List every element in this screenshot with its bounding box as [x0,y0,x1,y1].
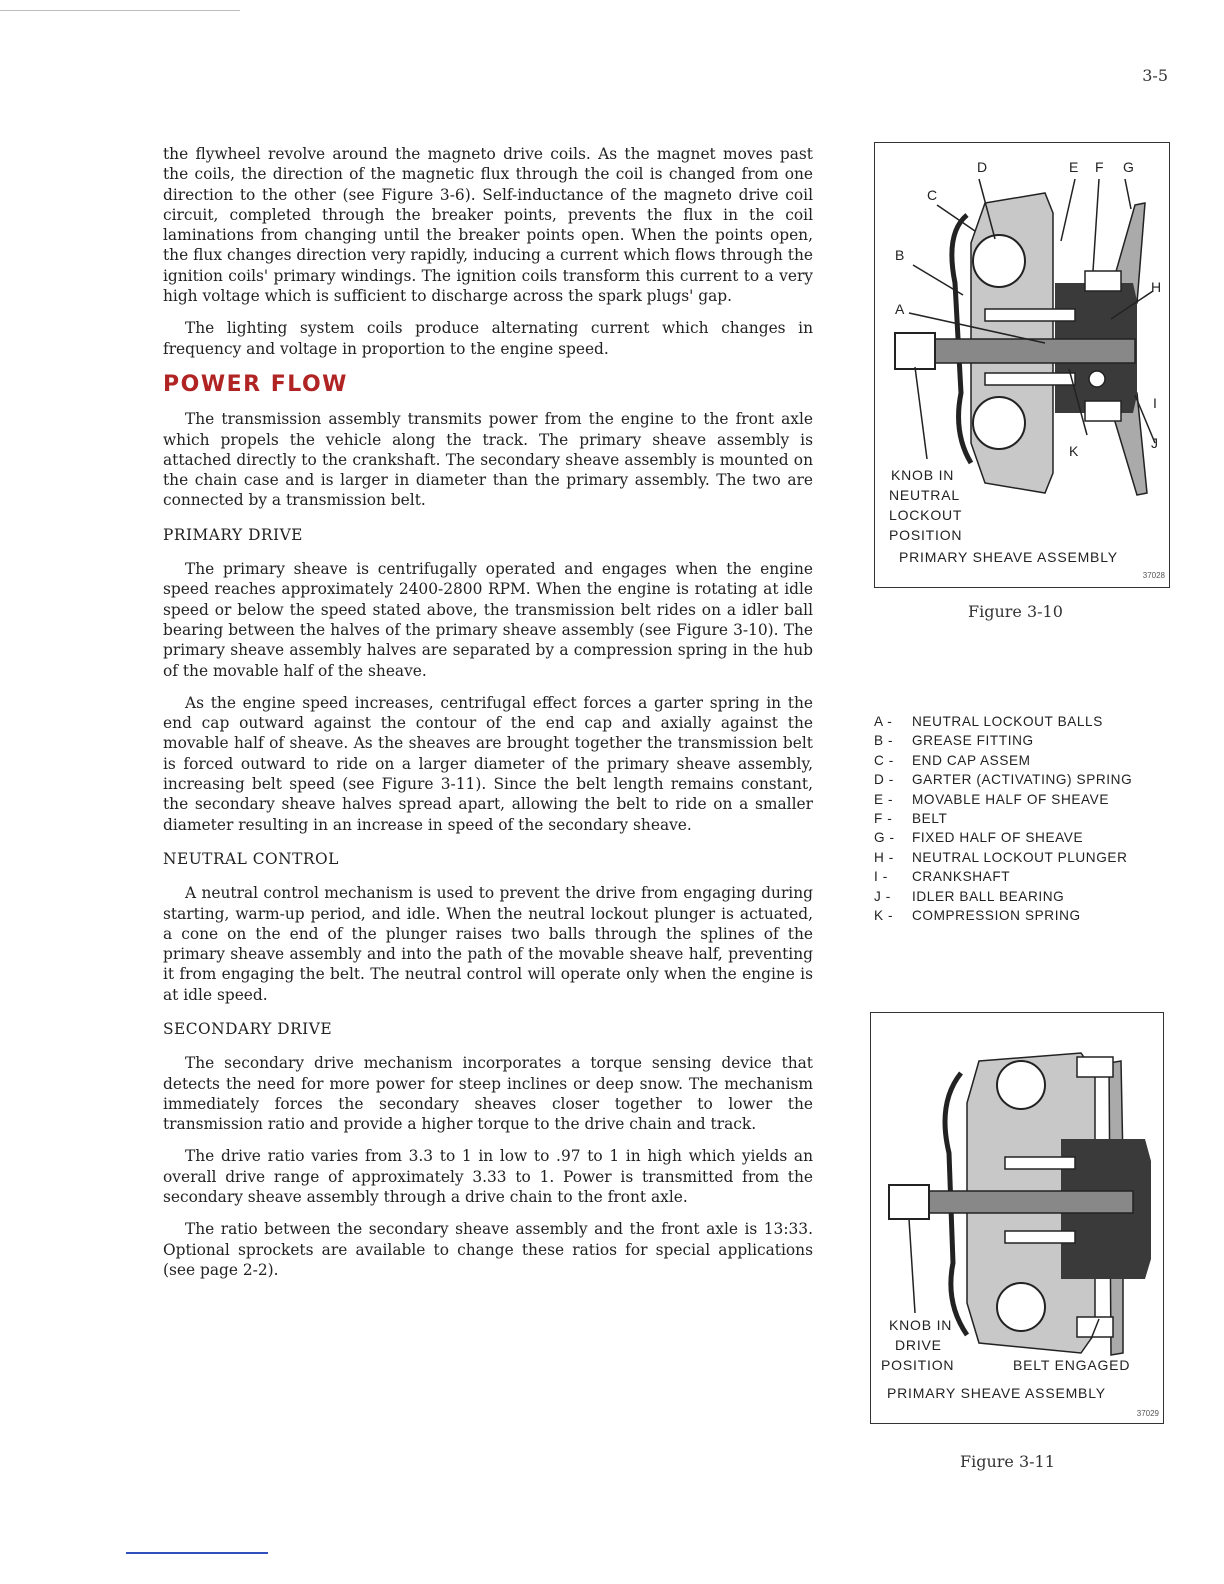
legend-key: J - [874,888,891,904]
paragraph: The lighting system coils produce alternating current which changes in frequency and voltage in proportion to the engine speed. [163,319,813,358]
legend-item [874,790,1174,809]
legend-text: NEUTRAL LOCKOUT PLUNGER [912,849,1128,865]
knob-label: DRIVE [895,1337,942,1353]
legend-key: C - [874,752,894,768]
knob-label: LOCKOUT [889,507,963,523]
label-e: E [1069,159,1080,175]
legend-key: K - [874,908,894,924]
legend-key: H - [874,849,894,865]
legend-item [874,731,1174,750]
legend-item [874,867,1174,886]
knob-label: KNOB IN [891,467,955,483]
figure-tag: 37028 [1142,571,1165,580]
legend-key: G - [874,830,895,846]
legend-key: B - [874,733,894,749]
legend-key: D - [874,772,894,788]
knob-label: NEUTRAL [889,487,960,503]
figure-3-11 [870,1012,1164,1424]
label-b: B [895,247,906,263]
legend-item [874,770,1174,789]
figure-caption: Figure 3-11 [960,1452,1055,1471]
label-c: C [927,187,938,203]
paragraph: The primary sheave is centrifugally operated and engages when the engine speed reaches approximately 2400-2800 RPM. When the engine is rotating at idle speed or below the speed stated above, the transmission belt rides on a idler ball bearing between the halves of the primary sheave assembly (see Figure 3-10). The primary sheave assembly halves are separated by a compression spring in the hub of the movable half of the sheave. [163,560,813,680]
page-number: 3-5 [1142,66,1168,85]
legend-item [874,887,1174,906]
legend-item [874,906,1174,925]
figure-3-10 [874,142,1170,588]
legend-text: IDLER BALL BEARING [912,888,1065,904]
label-f: F [1095,159,1105,175]
belt-label: BELT ENGAGED [1013,1357,1131,1373]
section-heading-power-flow: POWER FLOW [163,371,348,397]
paragraph: The secondary drive mechanism incorporates a torque sensing device that detects the need for more power for steep inclines or deep snow. The mechanism immediately forces the secondary sheaves closer together to lower the transmission ratio and provide a higher torque to the drive chain and track. [163,1054,813,1134]
legend-text: GREASE FITTING [912,733,1034,749]
paragraph: A neutral control mechanism is used to prevent the drive from engaging during starting, warm-up period, and idle. When the neutral lockout plunger is actuated, a cone on the end of the plunger raises two balls through the splines of the primary sheave assembly and into the path of the movable sheave half, preventing it from engaging the belt. The neutral control will operate only when the engine is at idle speed. [163,884,813,1004]
figure-legend [874,712,1174,925]
legend-text: GARTER (ACTIVATING) SPRING [912,772,1133,788]
figure-tag: 37029 [1136,1409,1159,1418]
label-k: K [1069,443,1080,459]
knob-label: POSITION [881,1357,955,1373]
paragraph: the flywheel revolve around the magneto drive coils. As the magnet moves past the coils, the direction of the magnetic flux through the coil is changed from one direction to the other (see Figure 3-6). Self-inductance of the magneto drive coil circuit, completed through the breaker points, prevents the flux in the coil laminations from changing until the breaker points open. When the points open, the flux changes direction very rapidly, inducing a current which flows through the ignition coils' primary windings. The ignition coils transform this current to a very high voltage which is sufficient to discharge across the spark plugs' gap. [163,145,813,306]
legend-item [874,828,1174,847]
label-h: H [1151,279,1162,295]
legend-item [874,809,1174,828]
label-a: A [895,301,906,317]
legend-key: F - [874,811,893,827]
paragraph: As the engine speed increases, centrifugal effect forces a garter spring in the end cap outward against the contour of the end cap and axially against the movable half of sheave. As the sheaves are brought together the transmission belt is forced outward to ride on a larger diameter of the primary sheave assembly, increasing belt speed (see Figure 3-11). Since the belt length remains constant, the secondary sheave halves spread apart, allowing the belt to ride on a smaller diameter resulting in an increase in speed of the secondary sheave. [163,693,813,834]
legend-item [874,712,1174,731]
text-column [163,144,813,1292]
legend-text: MOVABLE HALF OF SHEAVE [912,791,1110,807]
bottom-rule [126,1552,268,1554]
subheading-neutral-control: NEUTRAL CONTROL [163,849,339,868]
paragraph: The transmission assembly transmits power from the engine to the front axle which propels the vehicle along the track. The primary sheave assembly is attached directly to the crankshaft. The secondary sheave assembly is mounted on the chain case and is larger in diameter than the primary assembly. The two are connected by a transmission belt. [163,410,813,510]
paragraph: The drive ratio varies from 3.3 to 1 in low to .97 to 1 in high which yields an overall drive range of approximately 3.33 to 1. Power is transmitted from the secondary sheave assembly through a drive chain to the front axle. [163,1147,813,1207]
legend-text: NEUTRAL LOCKOUT BALLS [912,714,1103,729]
knob-label: KNOB IN [889,1317,953,1333]
legend-item [874,751,1174,770]
legend-text: COMPRESSION SPRING [912,908,1081,924]
label-j: J [1151,435,1159,451]
label-d: D [977,159,988,175]
subheading-primary-drive: PRIMARY DRIVE [163,525,303,544]
figure-caption: Figure 3-10 [968,602,1063,621]
label-g: G [1123,159,1135,175]
legend-key: E - [874,791,894,807]
label-i: I [1153,395,1158,411]
paragraph: The ratio between the secondary sheave assembly and the front axle is 13:33. Optional sprockets are available to change these ratios for special applications (see page 2-2). [163,1220,813,1279]
figure-title: PRIMARY SHEAVE ASSEMBLY [887,1385,1106,1401]
subheading-secondary-drive: SECONDARY DRIVE [163,1019,333,1038]
legend-item [874,848,1174,867]
legend-text: END CAP ASSEM [912,752,1031,768]
figure-title: PRIMARY SHEAVE ASSEMBLY [899,549,1118,565]
legend-key: A - [874,714,893,729]
knob-label: POSITION [889,527,963,543]
legend-text: FIXED HALF OF SHEAVE [912,830,1084,846]
legend-key: I - [874,869,888,885]
legend-text: BELT [912,811,948,827]
top-rule [0,10,240,11]
legend-text: CRANKSHAFT [912,869,1011,885]
